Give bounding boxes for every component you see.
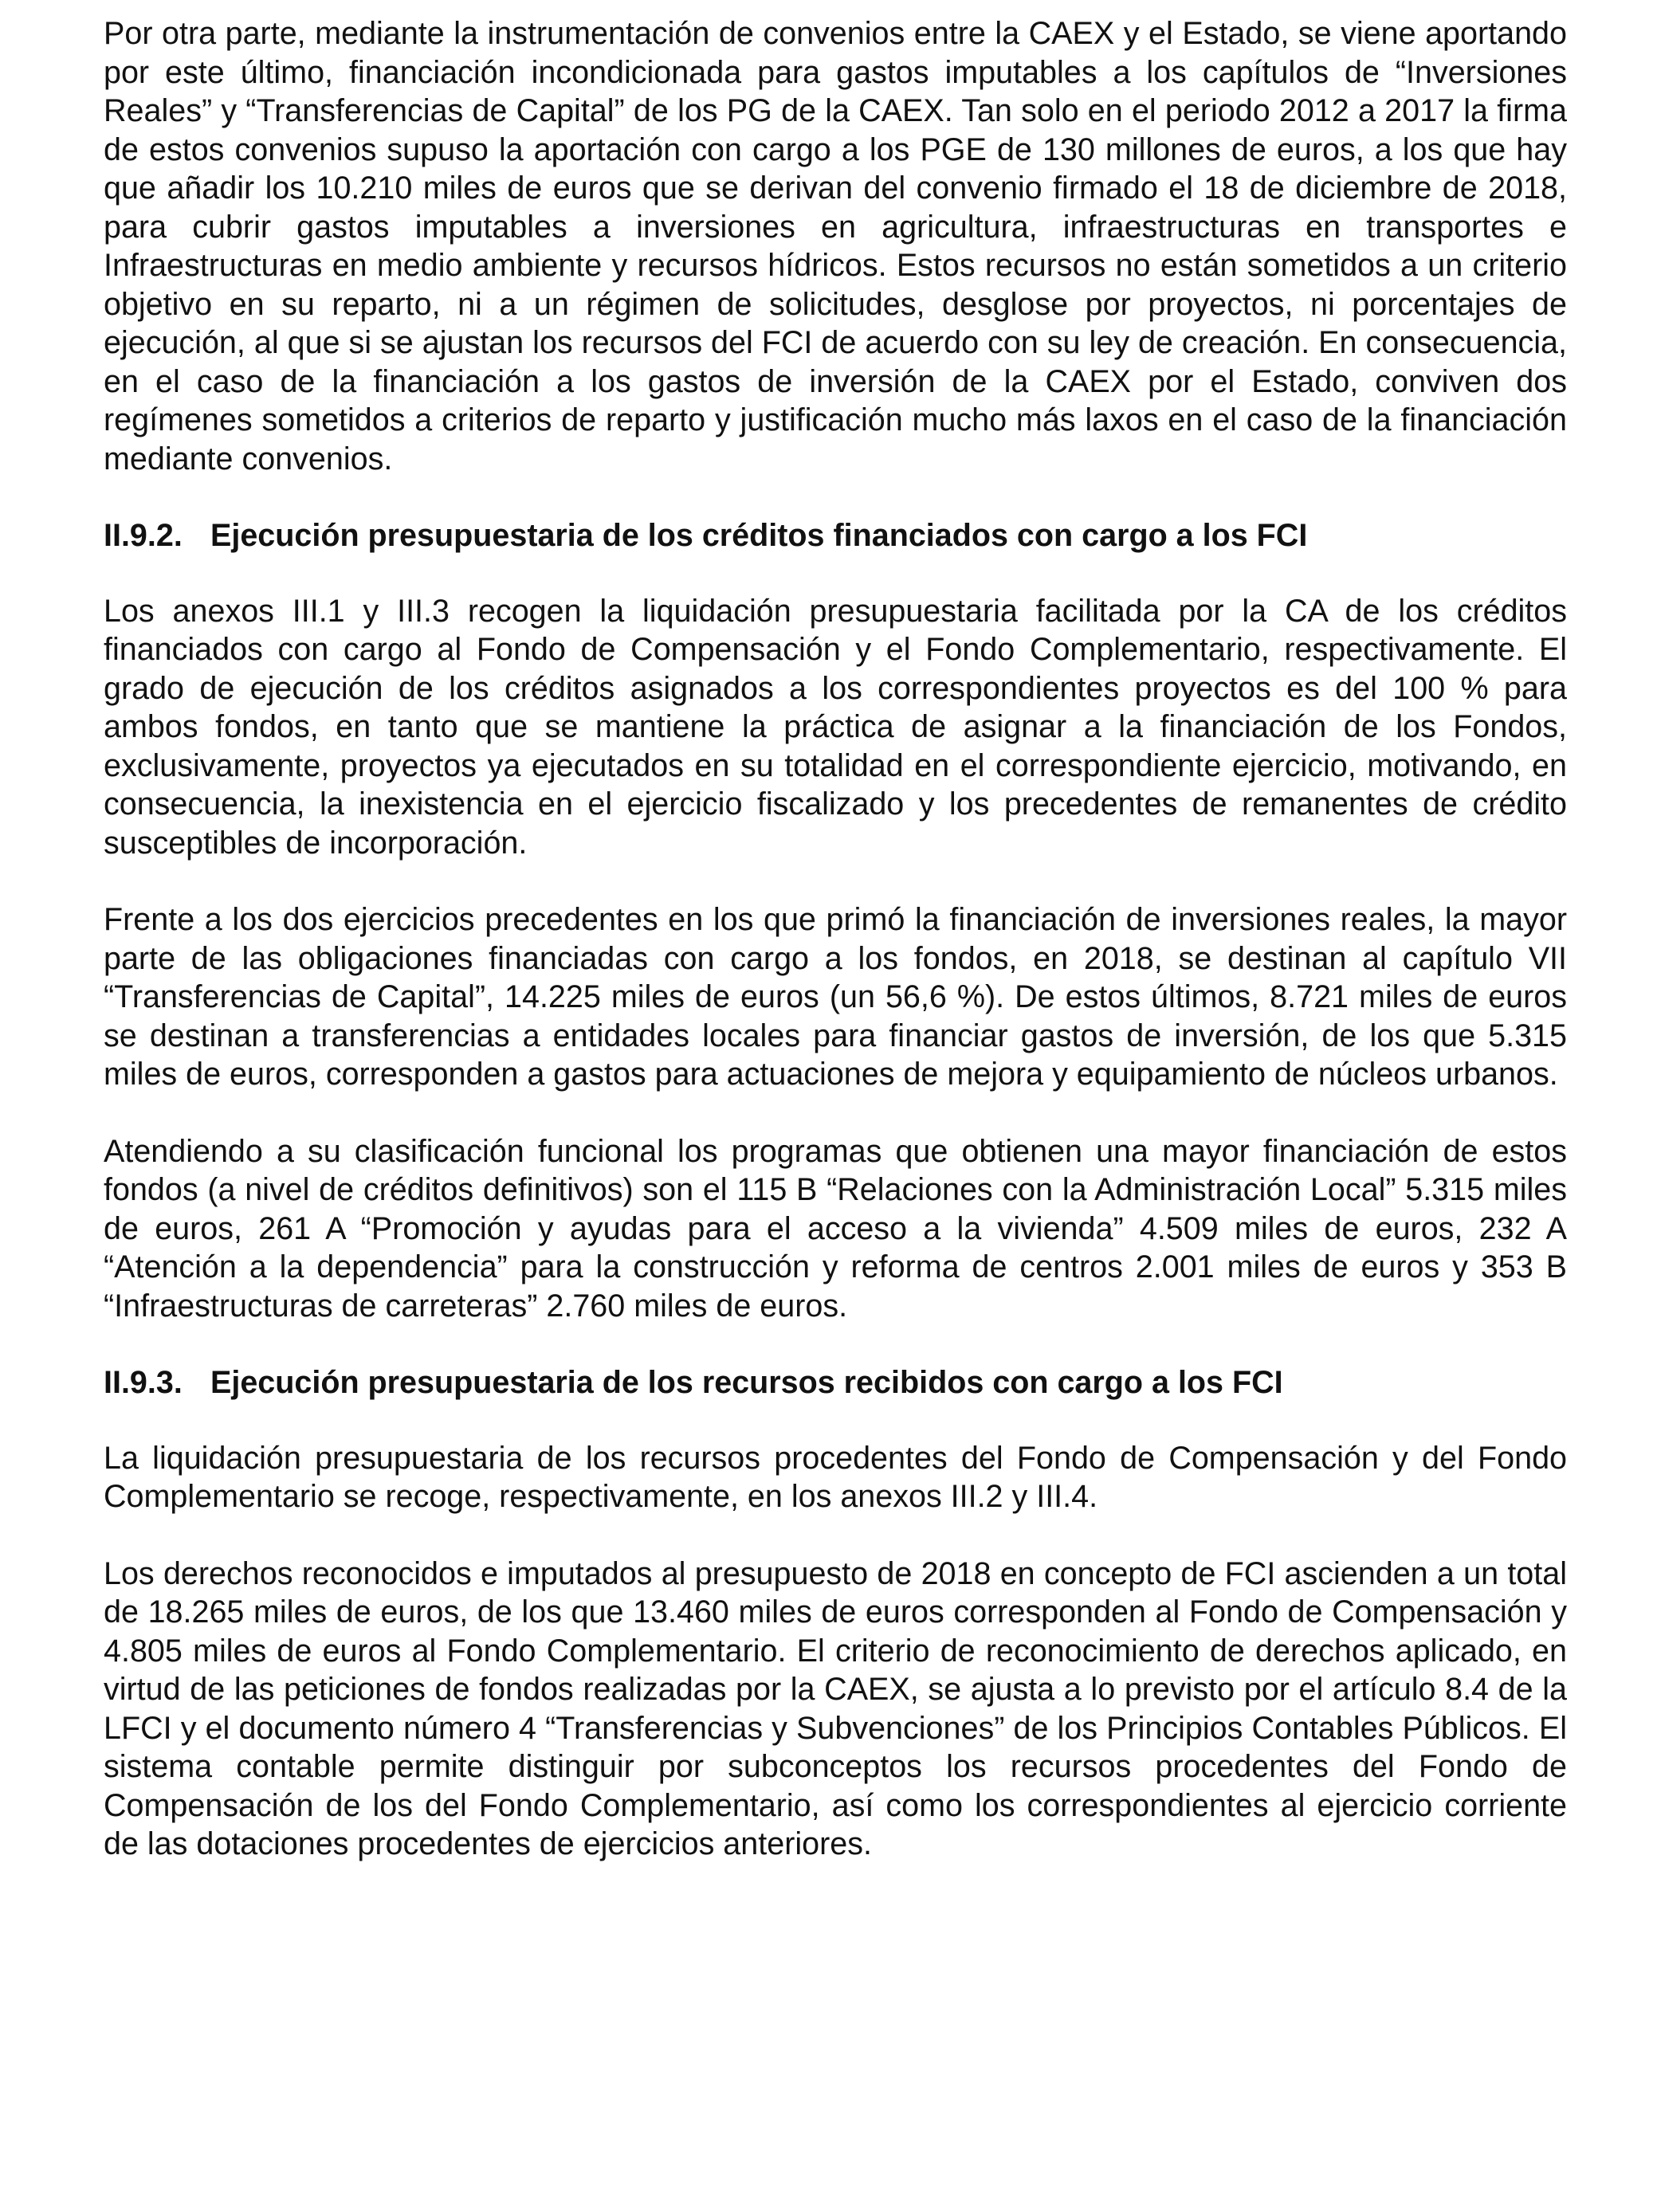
paragraph-clasificacion-funcional: Atendiendo a su clasificación funcional los programas que obtienen una mayor financiación de estos fondos (a nivel de créditos definitivos) son el 115 B “Relaciones con la Administración Local” 5.315 miles de euros, 261 A “Promoción y ayudas para el acceso a la vivienda” 4.509 miles de euros, 232 A “Atención a la dependencia” para la construcción y reforma de centros 2.001 miles de euros y 353 B “Infraestructuras de carreteras” 2.760 miles de euros.	[104, 1133, 1567, 1324]
paragraph-derechos-reconocidos: Los derechos reconocidos e imputados al presupuesto de 2018 en concepto de FCI ascienden a un total de 18.265 miles de euros, de los que 13.460 miles de euros corresponden al Fondo de Compensación y 4.805 miles de euros al Fondo Complementario. El criterio de reconocimiento de derechos aplicado, en virtud de las peticiones de fondos realizadas por la CAEX, se ajusta a lo previsto por el artículo 8.4 de la LFCI y el documento número 4 “Transferencias y Subvenciones” de los Principios Contables Públicos. El sistema contable permite distinguir por subconceptos los recursos procedentes del Fondo de Compensación de los del Fondo Complementario, así como los correspondientes al ejercicio corriente de las dotaciones procedentes de ejercicios anteriores.	[104, 1555, 1567, 1861]
section-heading-2	[104, 516, 1567, 555]
section-number: II.9.2.	[104, 518, 183, 553]
paragraph-transferencias-capital: Frente a los dos ejercicios precedentes en los que primó la financiación de inversiones reales, la mayor parte de las obligaciones financiadas con cargo a los fondos, en 2018, se destinan al capítulo VII “Transferencias de Capital”, 14.225 miles de euros (un 56,6 %). De estos últimos, 8.721 miles de euros se destinan a transferencias a entidades locales para financiar gastos de inversión, de los que 5.315 miles de euros, corresponden a gastos para actuaciones de mejora y equipamiento de núcleos urbanos.	[104, 902, 1567, 1092]
section-number: II.9.3.	[104, 1365, 183, 1400]
section-title: Ejecución presupuestaria de los créditos financiados con cargo a los FCI	[210, 518, 1308, 553]
paragraph-convenios: Por otra parte, mediante la instrumentación de convenios entre la CAEX y el Estado, se viene aportando por este último, financiación incondicionada para gastos imputables a los capítulos de “Inversiones Reales” y “Transferencias de Capital” de los PG de la CAEX. Tan solo en el periodo 2012 a 2017 la firma de estos convenios supuso la aportación con cargo a los PGE de 130 millones de euros, a los que hay que añadir los 10.210 miles de euros que se derivan del convenio firmado el 18 de diciembre de 2018, para cubrir gastos imputables a inversiones en agricultura, infraestructuras en transportes e Infraestructuras en medio ambiente y recursos hídricos. Estos recursos no están sometidos a un criterio objetivo en su reparto, ni a un régimen de solicitudes, desglose por proyectos, ni porcentajes de ejecución, al que si se ajustan los recursos del FCI de acuerdo con su ley de creación. En consecuencia, en el caso de la financiación a los gastos de inversión de la CAEX por el Estado, conviven dos regímenes sometidos a criterios de reparto y justificación mucho más laxos en el caso de la financiación mediante convenios.	[104, 16, 1567, 477]
section-heading-3	[104, 1363, 1567, 1402]
paragraph-liquidacion-recursos: La liquidación presupuestaria de los recursos procedentes del Fondo de Compensación y del Fondo Complementario se recoge, respectivamente, en los anexos III.2 y III.4.	[104, 1440, 1567, 1514]
section-title: Ejecución presupuestaria de los recursos recibidos con cargo a los FCI	[210, 1365, 1283, 1400]
document-page	[104, 14, 1567, 1902]
paragraph-anexos-creditos: Los anexos III.1 y III.3 recogen la liquidación presupuestaria facilitada por la CA de los créditos financiados con cargo al Fondo de Compensación y el Fondo Complementario, respectivamente. El grado de ejecución de los créditos asignados a los correspondientes proyectos es del 100 % para ambos fondos, en tanto que se mantiene la práctica de asignar a la financiación de los Fondos, exclusivamente, proyectos ya ejecutados en su totalidad en el correspondiente ejercicio, motivando, en consecuencia, la inexistencia en el ejercicio fiscalizado y los precedentes de remanentes de crédito susceptibles de incorporación.	[104, 593, 1567, 861]
